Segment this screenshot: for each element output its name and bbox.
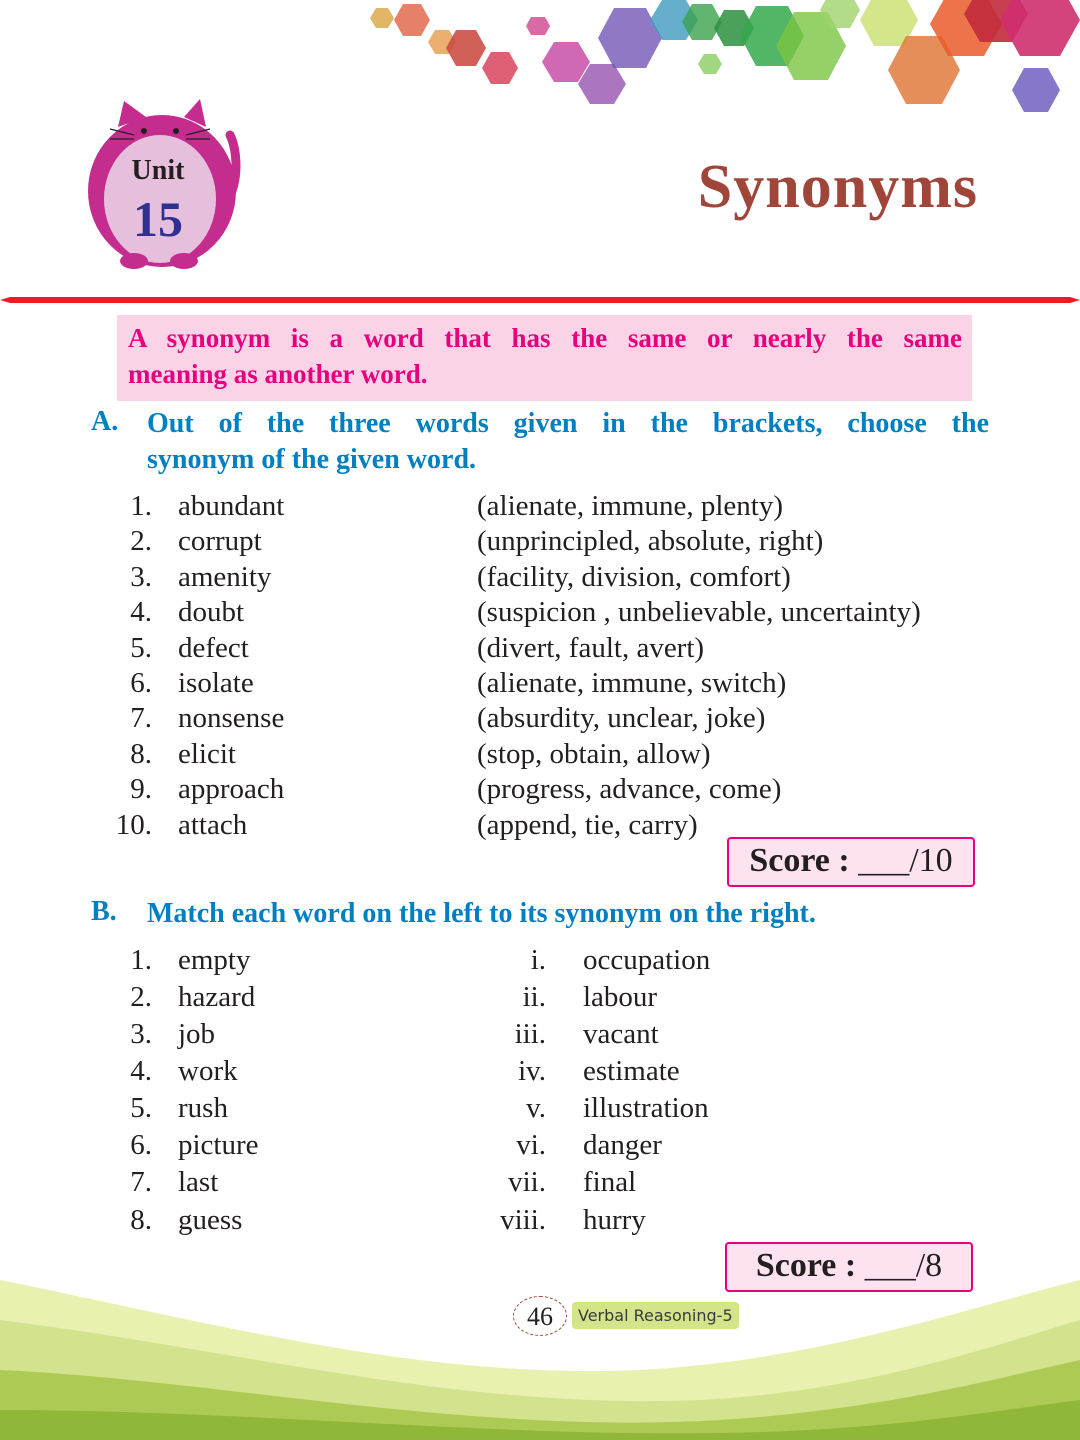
match-word: labour bbox=[583, 981, 658, 1013]
item-word: attach bbox=[178, 809, 248, 841]
item-number: 4. bbox=[130, 1055, 152, 1087]
section-a-instruction-line-1: Out of the three words given in the brackets, choose the bbox=[147, 408, 989, 439]
item-number: 1. bbox=[130, 944, 152, 976]
score-label: Score : bbox=[755, 1247, 857, 1284]
item-word: hazard bbox=[178, 981, 256, 1013]
item-number: 8. bbox=[130, 738, 152, 770]
item-number: 4. bbox=[130, 596, 152, 628]
item-options: (alienate, immune, plenty) bbox=[477, 490, 784, 522]
item-number: 9. bbox=[130, 773, 152, 805]
match-number: vii. bbox=[508, 1166, 546, 1198]
page-number: 46 bbox=[513, 1296, 567, 1336]
item-word: last bbox=[178, 1166, 219, 1198]
item-options: (progress, advance, come) bbox=[477, 773, 782, 805]
definition-box bbox=[117, 315, 972, 401]
item-options: (alienate, immune, switch) bbox=[477, 667, 787, 699]
definition-line-2: meaning as another word. bbox=[128, 359, 428, 389]
item-options: (absurdity, unclear, joke) bbox=[477, 702, 766, 734]
match-word: estimate bbox=[583, 1055, 680, 1087]
section-b-score-box bbox=[725, 1242, 973, 1292]
section-a-letter: A. bbox=[91, 406, 119, 437]
match-number: vi. bbox=[516, 1129, 546, 1161]
section-a-score-box bbox=[727, 837, 975, 887]
item-word: approach bbox=[178, 773, 285, 805]
item-word: work bbox=[178, 1055, 238, 1087]
unit-number: 15 bbox=[133, 191, 183, 247]
item-options: (unprincipled, absolute, right) bbox=[477, 525, 824, 557]
item-number: 2. bbox=[130, 981, 152, 1013]
item-word: rush bbox=[178, 1092, 228, 1124]
item-options: (stop, obtain, allow) bbox=[477, 738, 711, 770]
unit-label: Unit bbox=[131, 155, 185, 186]
match-word: danger bbox=[583, 1129, 662, 1161]
item-number: 8. bbox=[130, 1204, 152, 1236]
item-number: 7. bbox=[130, 702, 152, 734]
item-word: defect bbox=[178, 632, 249, 664]
item-number: 7. bbox=[130, 1166, 152, 1198]
match-word: occupation bbox=[583, 944, 711, 976]
item-options: (suspicion , unbelievable, uncertainty) bbox=[477, 596, 921, 628]
match-word: illustration bbox=[583, 1092, 709, 1124]
match-word: vacant bbox=[583, 1018, 659, 1050]
item-word: empty bbox=[178, 944, 251, 976]
item-word: corrupt bbox=[178, 525, 262, 557]
match-number: iv. bbox=[518, 1055, 546, 1087]
score-label: Score : bbox=[749, 842, 850, 879]
score-blank: ___/8 bbox=[864, 1247, 943, 1284]
item-options: (append, tie, carry) bbox=[477, 809, 698, 841]
item-number: 3. bbox=[130, 1018, 152, 1050]
section-b-letter: B. bbox=[91, 896, 117, 927]
match-number: viii. bbox=[500, 1204, 546, 1236]
match-number: ii. bbox=[522, 981, 546, 1013]
section-a-instruction-line-2: synonym of the given word. bbox=[147, 444, 477, 475]
item-word: elicit bbox=[178, 738, 236, 770]
match-word: hurry bbox=[583, 1204, 646, 1236]
section-b-instruction: Match each word on the left to its synonym on the right. bbox=[147, 898, 816, 929]
item-number: 5. bbox=[130, 1092, 152, 1124]
item-number: 5. bbox=[130, 632, 152, 664]
score-blank: ___/10 bbox=[858, 842, 953, 879]
match-word: final bbox=[583, 1166, 637, 1198]
item-word: guess bbox=[178, 1204, 243, 1236]
item-word: nonsense bbox=[178, 702, 285, 734]
item-word: picture bbox=[178, 1129, 259, 1161]
match-number: v. bbox=[526, 1092, 546, 1124]
section-a-instruction bbox=[147, 406, 989, 478]
item-word: amenity bbox=[178, 561, 272, 593]
item-word: doubt bbox=[178, 596, 245, 628]
item-number: 2. bbox=[130, 525, 152, 557]
item-number: 3. bbox=[130, 561, 152, 593]
match-number: i. bbox=[530, 944, 546, 976]
title-divider bbox=[0, 296, 1080, 304]
book-title-tag: Verbal Reasoning-5 bbox=[572, 1302, 739, 1329]
item-word: abundant bbox=[178, 490, 285, 522]
item-options: (divert, fault, avert) bbox=[477, 632, 705, 664]
match-number: iii. bbox=[514, 1018, 546, 1050]
definition-line-1: A synonym is a word that has the same or nearly the same bbox=[128, 323, 962, 353]
item-number: 1. bbox=[130, 490, 152, 522]
item-number: 10. bbox=[115, 809, 152, 841]
item-number: 6. bbox=[130, 667, 152, 699]
item-word: job bbox=[178, 1018, 216, 1050]
page-title: Synonyms bbox=[697, 153, 978, 221]
item-number: 6. bbox=[130, 1129, 152, 1161]
item-word: isolate bbox=[178, 667, 254, 699]
item-options: (facility, division, comfort) bbox=[477, 561, 791, 593]
